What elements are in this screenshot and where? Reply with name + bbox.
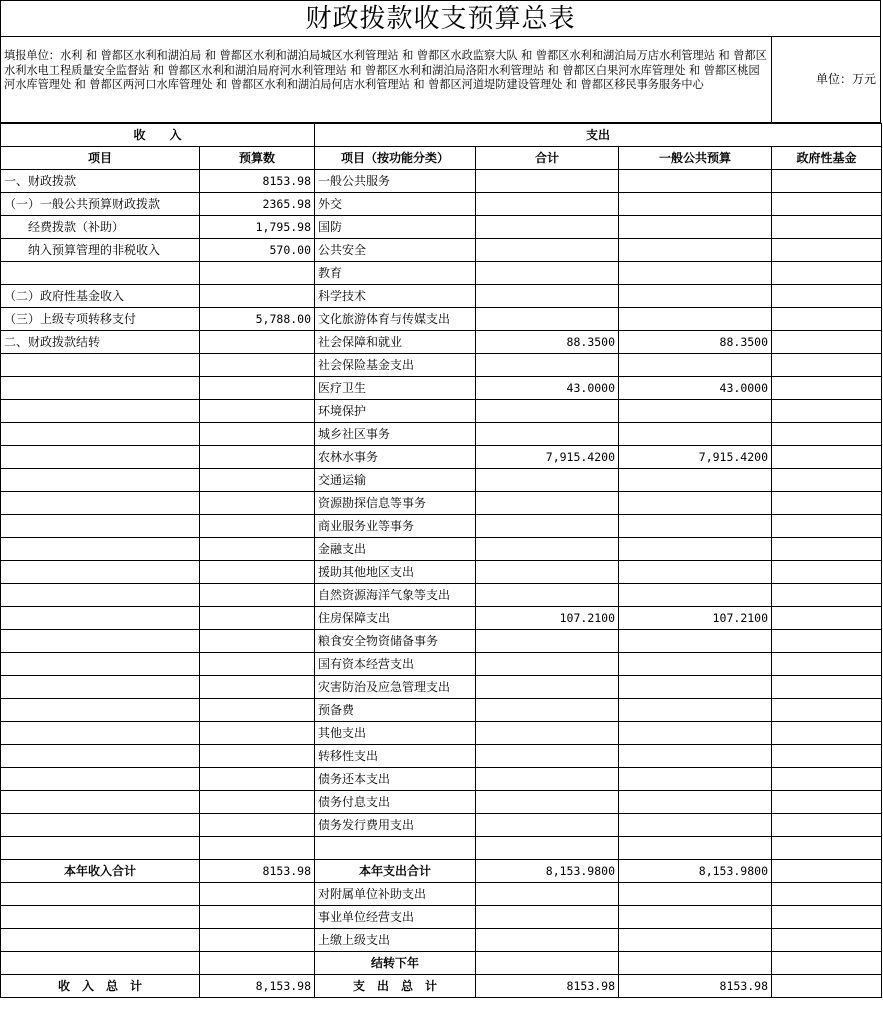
expense-general: [619, 745, 772, 768]
expense-general: [619, 515, 772, 538]
expense-total: [476, 699, 619, 722]
income-item: [1, 791, 200, 814]
expense-item: [315, 837, 476, 860]
expense-total: [476, 170, 619, 193]
col-header-total: 合计: [476, 147, 619, 170]
expense-total: [476, 814, 619, 837]
income-item: [1, 653, 200, 676]
income-item: [1, 515, 200, 538]
expense-item: 城乡社区事务: [315, 423, 476, 446]
expense-gov-fund: [772, 285, 882, 308]
income-amount: [200, 561, 315, 584]
expense-gov-fund: [772, 492, 882, 515]
expense-general: [619, 584, 772, 607]
expense-general: 7,915.4200: [619, 446, 772, 469]
expense-gov-fund: [772, 929, 882, 952]
income-amount: [200, 515, 315, 538]
expense-gov-fund: [772, 676, 882, 699]
expense-gov-fund: [772, 584, 882, 607]
expense-general: 43.0000: [619, 377, 772, 400]
expense-item: 国防: [315, 216, 476, 239]
expense-general: [619, 653, 772, 676]
year-expense-general: 8,153.9800: [619, 860, 772, 883]
income-item: [1, 952, 200, 975]
expense-item: 科学技术: [315, 285, 476, 308]
income-item: [1, 630, 200, 653]
table-row: [1, 216, 882, 239]
table-row: [1, 193, 882, 216]
expense-general: [619, 308, 772, 331]
expense-item: 对附属单位补助支出: [315, 883, 476, 906]
expense-item: 文化旅游体育与传媒支出: [315, 308, 476, 331]
income-item: [1, 607, 200, 630]
table-row: [1, 653, 882, 676]
income-item: [1, 584, 200, 607]
grand-income-total-amount: 8,153.98: [200, 975, 315, 998]
expense-gov-fund: [772, 607, 882, 630]
expense-item: 外交: [315, 193, 476, 216]
income-item: [1, 400, 200, 423]
expense-general: [619, 170, 772, 193]
expense-item: 医疗卫生: [315, 377, 476, 400]
expense-item: 转移性支出: [315, 745, 476, 768]
page-title: 财政拨款收支预算总表: [0, 0, 881, 36]
table-row: [1, 906, 882, 929]
income-amount: [200, 676, 315, 699]
income-item: [1, 423, 200, 446]
expense-total: [476, 561, 619, 584]
expense-item: 环境保护: [315, 400, 476, 423]
expense-general: 88.3500: [619, 331, 772, 354]
expense-gov-fund: [772, 515, 882, 538]
expense-general: [619, 400, 772, 423]
expense-gov-fund: [772, 262, 882, 285]
year-total-row: [1, 860, 882, 883]
expense-gov-fund: [772, 538, 882, 561]
income-amount: [200, 630, 315, 653]
table-row: [1, 699, 882, 722]
table-row: [1, 584, 882, 607]
expense-gov-fund: [772, 170, 882, 193]
grand-expense-total: 8153.98: [476, 975, 619, 998]
grand-income-total-label: 收 入 总 计: [1, 975, 200, 998]
expense-gov-fund: [772, 906, 882, 929]
income-amount: [200, 400, 315, 423]
expense-general: [619, 216, 772, 239]
expense-total: [476, 308, 619, 331]
expense-gov-fund: [772, 308, 882, 331]
expense-gov-fund: [772, 377, 882, 400]
carryover-row: [1, 952, 882, 975]
grand-expense-total-label: 支 出 总 计: [315, 975, 476, 998]
expense-total: [476, 492, 619, 515]
table-row: [1, 354, 882, 377]
income-item: [1, 262, 200, 285]
expense-item: 国有资本经营支出: [315, 653, 476, 676]
expense-total: [476, 630, 619, 653]
income-item: [1, 814, 200, 837]
income-amount: [200, 584, 315, 607]
income-amount: 570.00: [200, 239, 315, 262]
income-amount: [200, 653, 315, 676]
expense-total: [476, 906, 619, 929]
grand-expense-general: 8153.98: [619, 975, 772, 998]
table-row: [1, 607, 882, 630]
income-item: [1, 699, 200, 722]
expense-general: [619, 952, 772, 975]
expense-total: [476, 952, 619, 975]
income-amount: [200, 837, 315, 860]
income-amount: [200, 469, 315, 492]
expense-general: [619, 262, 772, 285]
income-amount: 5,788.00: [200, 308, 315, 331]
col-header-func-item: 项目（按功能分类）: [315, 147, 476, 170]
expense-item: 债务发行费用支出: [315, 814, 476, 837]
income-item: [1, 354, 200, 377]
table-row: [1, 423, 882, 446]
expense-total: 7,915.4200: [476, 446, 619, 469]
expense-header: 支出: [315, 124, 882, 147]
expense-item: 商业服务业等事务: [315, 515, 476, 538]
income-amount: [200, 446, 315, 469]
income-amount: [200, 814, 315, 837]
expense-general: [619, 561, 772, 584]
expense-item: 自然资源海洋气象等支出: [315, 584, 476, 607]
income-amount: [200, 423, 315, 446]
expense-gov-fund: [772, 814, 882, 837]
expense-general: [619, 906, 772, 929]
income-amount: [200, 883, 315, 906]
expense-item: 住房保障支出: [315, 607, 476, 630]
expense-general: [619, 354, 772, 377]
expense-total: [476, 768, 619, 791]
expense-gov-fund: [772, 446, 882, 469]
expense-gov-fund: [772, 883, 882, 906]
expense-general: [619, 676, 772, 699]
income-amount: [200, 354, 315, 377]
expense-total: [476, 354, 619, 377]
expense-item: 资源勘探信息等事务: [315, 492, 476, 515]
income-item: [1, 883, 200, 906]
table-row: [1, 308, 882, 331]
expense-item: 粮食安全物资储备事务: [315, 630, 476, 653]
expense-item: 交通运输: [315, 469, 476, 492]
table-row: [1, 377, 882, 400]
table-row: [1, 400, 882, 423]
income-item: 一、财政拨款: [1, 170, 200, 193]
income-amount: [200, 952, 315, 975]
expense-gov-fund: [772, 745, 882, 768]
income-item: （三）上级专项转移支付: [1, 308, 200, 331]
year-expense-gov-fund: [772, 860, 882, 883]
table-row: [1, 285, 882, 308]
income-amount: [200, 262, 315, 285]
expense-general: [619, 538, 772, 561]
expense-total: [476, 722, 619, 745]
table-row: [1, 722, 882, 745]
expense-general: [619, 768, 772, 791]
col-header-general: 一般公共预算: [619, 147, 772, 170]
expense-gov-fund: [772, 469, 882, 492]
table-row: [1, 492, 882, 515]
unit-info-row: [0, 36, 881, 123]
year-expense-total-label: 本年支出合计: [315, 860, 476, 883]
income-amount: [200, 768, 315, 791]
expense-total: [476, 929, 619, 952]
column-header-row: [1, 147, 882, 170]
expense-item: 社会保险基金支出: [315, 354, 476, 377]
table-row: [1, 239, 882, 262]
expense-general: [619, 285, 772, 308]
year-expense-total: 8,153.9800: [476, 860, 619, 883]
expense-gov-fund: [772, 952, 882, 975]
expense-total: [476, 883, 619, 906]
expense-gov-fund: [772, 423, 882, 446]
income-item: [1, 929, 200, 952]
budget-table: [0, 123, 882, 998]
income-amount: [200, 791, 315, 814]
income-item: [1, 745, 200, 768]
table-row: [1, 883, 882, 906]
expense-total: [476, 400, 619, 423]
table-row: [1, 446, 882, 469]
grand-expense-gov-fund: [772, 975, 882, 998]
expense-item: 上缴上级支出: [315, 929, 476, 952]
expense-total: [476, 216, 619, 239]
expense-gov-fund: [772, 331, 882, 354]
expense-general: [619, 239, 772, 262]
table-row: [1, 768, 882, 791]
income-amount: [200, 538, 315, 561]
income-item: [1, 906, 200, 929]
expense-total: [476, 584, 619, 607]
table-row: [1, 676, 882, 699]
expense-item: 一般公共服务: [315, 170, 476, 193]
income-amount: [200, 607, 315, 630]
filling-unit: 填报单位：水利 和 曾都区水利和湖泊局 和 曾都区水利和湖泊局城区水利管理站 和 曾都区水政监察大队 和 曾都区水利和湖泊局万店水利管理站 和 曾都区水利水电工程质量安全监督站 和 曾都区水利和湖泊局府河水利管理站 和 曾都区水利和湖泊局洛阳水利管理站 和 曾都区白果河水库管理处 和 曾都区桃园河水库管理处 和 曾都区两河口水库管理处 和 曾都区水利和湖泊局何店水利管理站 和 曾都区河道堤防建设管理处 和 曾都区移民事务服务中心: [1, 37, 772, 122]
year-income-total-label: 本年收入合计: [1, 860, 200, 883]
table-row: [1, 561, 882, 584]
income-item: （一）一般公共预算财政拨款: [1, 193, 200, 216]
expense-general: [619, 699, 772, 722]
table-row: [1, 791, 882, 814]
income-item: 二、财政拨款结转: [1, 331, 200, 354]
income-amount: 2365.98: [200, 193, 315, 216]
expense-total: [476, 676, 619, 699]
expense-item: 农林水事务: [315, 446, 476, 469]
income-item: 纳入预算管理的非税收入: [1, 239, 200, 262]
income-amount: 8153.98: [200, 170, 315, 193]
expense-total: [476, 469, 619, 492]
table-row: [1, 814, 882, 837]
col-header-gov-fund: 政府性基金: [772, 147, 882, 170]
expense-item: 预备费: [315, 699, 476, 722]
expense-general: [619, 193, 772, 216]
expense-general: [619, 837, 772, 860]
expense-item: 灾害防治及应急管理支出: [315, 676, 476, 699]
income-amount: [200, 285, 315, 308]
section-header-row: [1, 124, 882, 147]
income-item: [1, 492, 200, 515]
expense-item: 债务付息支出: [315, 791, 476, 814]
table-row: [1, 929, 882, 952]
expense-gov-fund: [772, 193, 882, 216]
expense-total: [476, 239, 619, 262]
income-item: [1, 837, 200, 860]
expense-gov-fund: [772, 216, 882, 239]
income-item: [1, 469, 200, 492]
table-row: [1, 837, 882, 860]
table-row: [1, 515, 882, 538]
expense-gov-fund: [772, 722, 882, 745]
expense-total: [476, 653, 619, 676]
expense-gov-fund: [772, 561, 882, 584]
income-amount: [200, 331, 315, 354]
col-header-item: 项目: [1, 147, 200, 170]
expense-general: [619, 883, 772, 906]
expense-item: 其他支出: [315, 722, 476, 745]
income-amount: [200, 906, 315, 929]
income-amount: [200, 699, 315, 722]
expense-general: [619, 423, 772, 446]
expense-general: [619, 469, 772, 492]
table-row: [1, 538, 882, 561]
expense-gov-fund: [772, 239, 882, 262]
table-row: [1, 170, 882, 193]
income-amount: [200, 492, 315, 515]
carryover-label: 结转下年: [315, 952, 476, 975]
expense-general: [619, 929, 772, 952]
income-amount: 1,795.98: [200, 216, 315, 239]
expense-total: [476, 285, 619, 308]
expense-general: 107.2100: [619, 607, 772, 630]
income-item: [1, 377, 200, 400]
expense-general: [619, 630, 772, 653]
expense-total: [476, 262, 619, 285]
expense-total: 43.0000: [476, 377, 619, 400]
income-amount: [200, 745, 315, 768]
expense-item: 教育: [315, 262, 476, 285]
expense-item: 公共安全: [315, 239, 476, 262]
expense-general: [619, 492, 772, 515]
income-item: [1, 561, 200, 584]
table-row: [1, 262, 882, 285]
year-income-total-amount: 8153.98: [200, 860, 315, 883]
expense-total: 88.3500: [476, 331, 619, 354]
expense-gov-fund: [772, 837, 882, 860]
expense-gov-fund: [772, 699, 882, 722]
expense-total: [476, 423, 619, 446]
expense-total: [476, 193, 619, 216]
income-amount: [200, 929, 315, 952]
income-item: [1, 722, 200, 745]
col-header-budget: 预算数: [200, 147, 315, 170]
income-item: （二）政府性基金收入: [1, 285, 200, 308]
income-item: [1, 538, 200, 561]
income-item: [1, 676, 200, 699]
expense-total: 107.2100: [476, 607, 619, 630]
expense-gov-fund: [772, 653, 882, 676]
table-row: [1, 745, 882, 768]
expense-gov-fund: [772, 768, 882, 791]
table-row: [1, 469, 882, 492]
table-row: [1, 331, 882, 354]
income-item: [1, 768, 200, 791]
expense-gov-fund: [772, 354, 882, 377]
expense-item: 援助其他地区支出: [315, 561, 476, 584]
grand-total-row: [1, 975, 882, 998]
expense-item: 社会保障和就业: [315, 331, 476, 354]
expense-total: [476, 538, 619, 561]
expense-item: 债务还本支出: [315, 768, 476, 791]
expense-item: 金融支出: [315, 538, 476, 561]
expense-gov-fund: [772, 400, 882, 423]
expense-gov-fund: [772, 630, 882, 653]
expense-general: [619, 814, 772, 837]
income-amount: [200, 377, 315, 400]
expense-general: [619, 722, 772, 745]
currency-unit: 单位：万元: [815, 72, 876, 86]
expense-total: [476, 791, 619, 814]
income-item: 经费拨款（补助）: [1, 216, 200, 239]
expense-total: [476, 515, 619, 538]
expense-total: [476, 745, 619, 768]
expense-item: 事业单位经营支出: [315, 906, 476, 929]
expense-total: [476, 837, 619, 860]
income-item: [1, 446, 200, 469]
table-row: [1, 630, 882, 653]
expense-gov-fund: [772, 791, 882, 814]
income-header: 收 入: [1, 124, 315, 147]
income-amount: [200, 722, 315, 745]
expense-general: [619, 791, 772, 814]
